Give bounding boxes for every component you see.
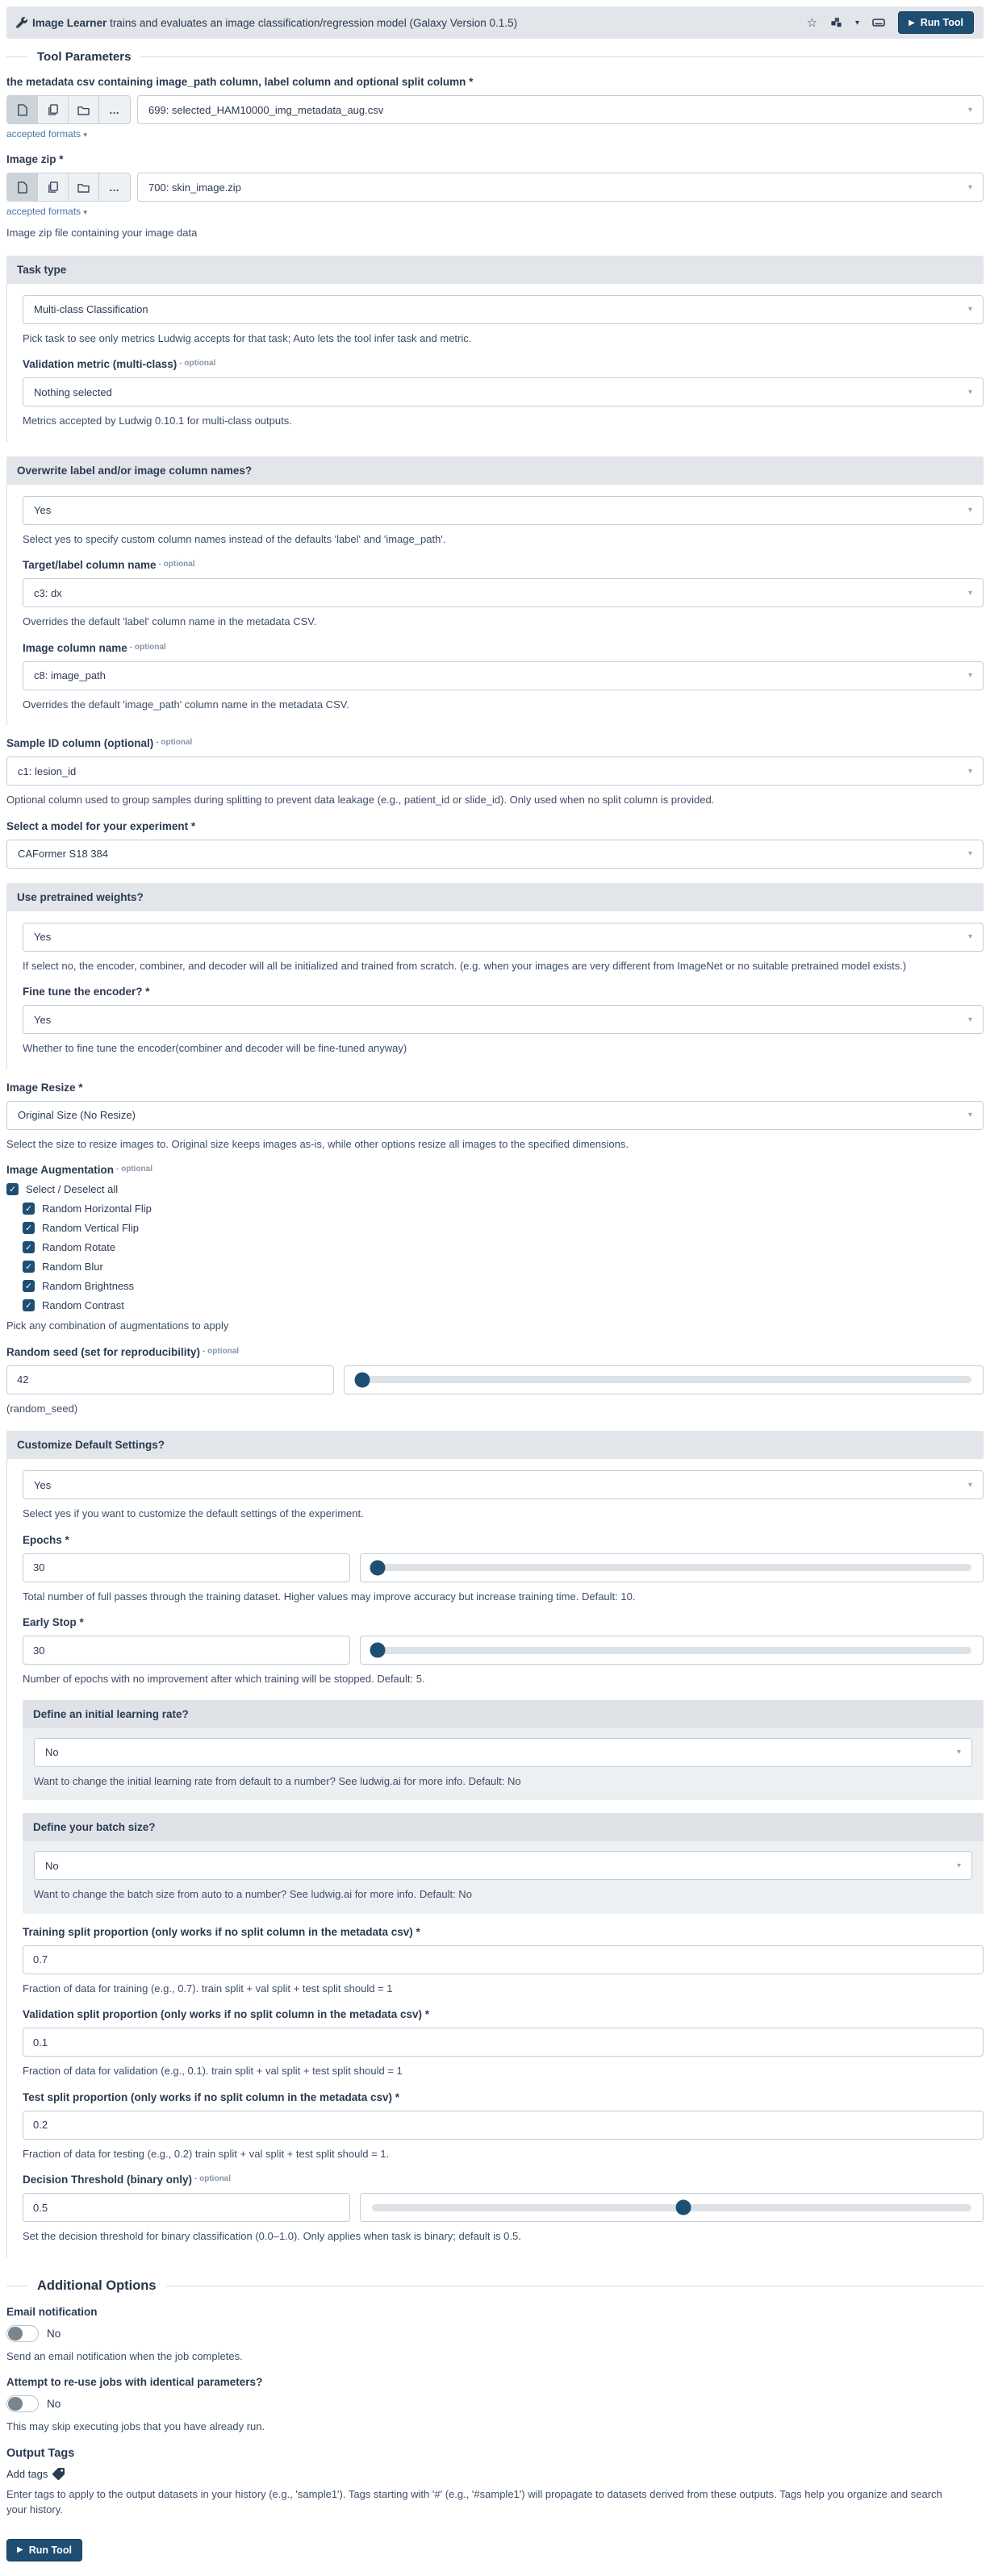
dataset-collection-button[interactable] bbox=[69, 96, 99, 123]
image-resize-label: Image Resize * bbox=[6, 1081, 83, 1094]
reuse-jobs-label: Attempt to re-use jobs with identical parameters? bbox=[6, 2376, 263, 2388]
test-split-help: Fraction of data for testing (e.g., 0.2) train split + val split + test split should = 1. bbox=[23, 2147, 390, 2160]
email-notification-toggle[interactable] bbox=[6, 2325, 39, 2342]
run-tool-button-bottom[interactable] bbox=[6, 2539, 82, 2561]
tool-parameters-title: Tool Parameters bbox=[37, 50, 132, 64]
task-type-value: Multi-class Classification bbox=[34, 303, 148, 315]
finetune-value: Yes bbox=[34, 1013, 52, 1026]
optional-badge: - optional bbox=[116, 1165, 153, 1173]
task-type-select[interactable] bbox=[23, 295, 984, 324]
accepted-formats-link-1[interactable]: accepted formats ▾ bbox=[6, 128, 87, 140]
image-zip-help: Image zip file containing your image data bbox=[6, 227, 198, 239]
threshold-input[interactable]: 0.5 bbox=[23, 2193, 350, 2222]
browse-datasets-button[interactable]: … bbox=[109, 181, 120, 194]
slider-thumb[interactable] bbox=[370, 1643, 386, 1658]
chevron-down-icon: ▾ bbox=[967, 1480, 972, 1490]
train-split-label: Training split proportion (only works if no split column in the metadata csv) * bbox=[23, 1925, 420, 1938]
optional-badge: - optional bbox=[203, 1346, 240, 1356]
val-split-help: Fraction of data for validation (e.g., 0.1). train split + val split + test split should = 1 bbox=[23, 2065, 403, 2077]
learning-rate-section bbox=[23, 1700, 984, 1801]
email-notification-help: Send an email notification when the job completes. bbox=[6, 2349, 243, 2362]
chevron-down-icon: ▾ bbox=[967, 671, 972, 680]
pretrained-weights-section bbox=[6, 883, 984, 1069]
augmentation-option-label: Random Blur bbox=[42, 1261, 103, 1273]
image-resize-help: Select the size to resize images to. Original size keeps images as-is, while other options resize all images to the specified dimensions. bbox=[6, 1137, 629, 1150]
slider-thumb[interactable] bbox=[676, 2200, 691, 2215]
sample-id-value: c1: lesion_id bbox=[18, 765, 77, 777]
optional-badge: - optional bbox=[194, 2174, 232, 2183]
add-tags-label: Add tags bbox=[6, 2467, 48, 2480]
play-icon: ▶ bbox=[17, 2545, 23, 2554]
slider-thumb[interactable] bbox=[354, 1372, 370, 1387]
validation-metric-value: Nothing selected bbox=[34, 386, 112, 398]
finetune-label: Fine tune the encoder? * bbox=[23, 986, 150, 998]
chevron-down-icon: ▾ bbox=[967, 932, 972, 941]
augmentation-option-label: Random Vertical Flip bbox=[42, 1222, 139, 1234]
brightness-checkbox[interactable]: ✓ bbox=[23, 1280, 35, 1292]
additional-options-heading bbox=[6, 2278, 984, 2294]
reuse-jobs-help: This may skip executing jobs that you have already run. bbox=[6, 2420, 265, 2432]
threshold-label: Decision Threshold (binary only) $^{- optional}$ bbox=[23, 2174, 232, 2186]
image-zip-label: Image zip * bbox=[6, 153, 64, 165]
target-column-help: Overrides the default 'label' column name in the metadata CSV. bbox=[23, 615, 317, 627]
epochs-slider[interactable] bbox=[360, 1553, 984, 1582]
image-zip-select[interactable] bbox=[137, 173, 984, 202]
metadata-csv-value: 699: selected_HAM10000_img_metadata_aug.csv bbox=[148, 103, 384, 116]
epochs-help: Total number of full passes through the training dataset. Higher values may improve accuracy but increase training time. Default: 10. bbox=[23, 1590, 636, 1603]
email-notification-row bbox=[6, 2325, 984, 2342]
pretrained-weights-section-title: Use pretrained weights? bbox=[6, 883, 984, 911]
image-resize-value: Original Size (No Resize) bbox=[18, 1109, 136, 1121]
validation-metric-select[interactable] bbox=[23, 377, 984, 406]
single-dataset-button[interactable] bbox=[7, 173, 38, 201]
augmentation-option-row bbox=[23, 1222, 984, 1234]
early-stop-help: Number of epochs with no improvement after which training will be stopped. Default: 5. bbox=[23, 1673, 425, 1685]
task-type-help: Pick task to see only metrics Ludwig accepts for that task; Auto lets the tool infer task and metric. bbox=[23, 331, 472, 344]
reuse-toggle-state: No bbox=[47, 2398, 61, 2410]
vertical-flip-checkbox[interactable]: ✓ bbox=[23, 1222, 35, 1234]
image-column-select[interactable] bbox=[23, 661, 984, 690]
early-stop-field bbox=[23, 1636, 984, 1665]
favorite-star-icon[interactable]: ☆ bbox=[806, 16, 818, 30]
chevron-down-icon: ▾ bbox=[967, 182, 972, 192]
output-tags-help: Enter tags to apply to the output datasets in your history (e.g., 'sample1'). Tags starting with '#' (e.g., '#sample1') will propagate to datasets derived from these outputs. Tags help you organize and search your history. bbox=[6, 2487, 942, 2516]
optional-badge: - optional bbox=[158, 560, 195, 569]
select-all-label: Select / Deselect all bbox=[26, 1183, 119, 1195]
run-tool-label: Run Tool bbox=[28, 2544, 72, 2556]
overwrite-columns-select[interactable] bbox=[23, 496, 984, 525]
wrench-icon bbox=[16, 17, 27, 28]
horizontal-flip-checkbox[interactable]: ✓ bbox=[23, 1203, 35, 1215]
batch-size-select[interactable] bbox=[34, 1851, 972, 1880]
epochs-label: Epochs * bbox=[23, 1533, 69, 1546]
chevron-down-icon: ▾ bbox=[967, 506, 972, 515]
early-stop-label: Early Stop * bbox=[23, 1616, 84, 1628]
image-zip-value: 700: skin_image.zip bbox=[148, 181, 241, 194]
pretrained-weights-help: If select no, the encoder, combiner, and decoder will all be initialized and trained from scratch. (e.g. when your images are very different from ImageNet or no suitable pretrained model exists.) bbox=[23, 959, 907, 972]
multiple-datasets-button[interactable] bbox=[38, 173, 69, 201]
pretrained-weights-select[interactable] bbox=[23, 923, 984, 952]
rotate-checkbox[interactable]: ✓ bbox=[23, 1241, 35, 1253]
run-tool-button-top[interactable] bbox=[898, 11, 974, 34]
tool-title bbox=[32, 17, 517, 29]
augmentation-help: Pick any combination of augmentations to apply bbox=[6, 1319, 229, 1332]
tag-icon bbox=[52, 2468, 65, 2480]
overwrite-columns-section bbox=[6, 456, 984, 726]
image-column-value: c8: image_path bbox=[34, 669, 106, 682]
chevron-down-icon: ▾ bbox=[967, 1111, 972, 1119]
overwrite-columns-value: Yes bbox=[34, 504, 52, 516]
threshold-field bbox=[23, 2193, 984, 2222]
batch-size-section bbox=[23, 1813, 984, 1914]
toggle-knob bbox=[8, 2327, 23, 2340]
learning-rate-value: No bbox=[45, 1746, 59, 1758]
optional-badge: - optional bbox=[129, 642, 166, 652]
customize-settings-value: Yes bbox=[34, 1478, 52, 1491]
random-seed-help: (random_seed) bbox=[6, 1402, 78, 1415]
augmentation-select-all-row bbox=[6, 1183, 984, 1195]
threshold-help: Set the decision threshold for binary classification (0.0–1.0). Only applies when task is binary; default is 0.5. bbox=[23, 2230, 521, 2242]
chevron-down-icon: ▾ bbox=[956, 1748, 961, 1757]
target-column-label: Target/label column name $^{- optional}$ bbox=[23, 559, 195, 571]
image-zip-field bbox=[6, 173, 984, 202]
model-value: CAFormer S18 384 bbox=[18, 848, 108, 860]
options-caret-icon[interactable]: ▾ bbox=[855, 18, 860, 27]
customize-settings-select[interactable] bbox=[23, 1470, 984, 1499]
test-split-input[interactable]: 0.2 bbox=[23, 2111, 984, 2140]
contrast-checkbox[interactable]: ✓ bbox=[23, 1299, 35, 1311]
augmentation-option-row bbox=[23, 1299, 984, 1311]
email-notification-label: Email notification bbox=[6, 2305, 98, 2318]
validation-metric-help: Metrics accepted by Ludwig 0.10.1 for multi-class outputs. bbox=[23, 415, 292, 427]
learning-rate-section-title: Define an initial learning rate? bbox=[23, 1700, 984, 1728]
random-seed-slider[interactable] bbox=[344, 1365, 984, 1394]
finetune-select[interactable] bbox=[23, 1005, 984, 1034]
versions-icon[interactable] bbox=[830, 17, 842, 28]
augmentation-option-label: Random Contrast bbox=[42, 1299, 124, 1311]
early-stop-slider[interactable] bbox=[360, 1636, 984, 1665]
overwrite-columns-help: Select yes to specify custom column names instead of the defaults 'label' and 'image_path'. bbox=[23, 532, 446, 545]
optional-badge: - optional bbox=[179, 359, 216, 368]
overwrite-columns-section-title: Overwrite label and/or image column names? bbox=[6, 456, 984, 485]
train-split-input[interactable]: 0.7 bbox=[23, 1945, 984, 1974]
tool-parameters-heading bbox=[6, 50, 984, 64]
add-tags-control[interactable] bbox=[6, 2468, 984, 2480]
chevron-down-icon: ▾ bbox=[956, 1861, 961, 1870]
chevron-down-icon: ▾ bbox=[967, 588, 972, 598]
augmentation-option-label: Random Rotate bbox=[42, 1241, 116, 1253]
validation-metric-label: Validation metric (multi-class) $^{- optional}$ bbox=[23, 358, 216, 370]
epochs-input[interactable]: 30 bbox=[23, 1553, 350, 1582]
sample-id-select[interactable] bbox=[6, 757, 984, 786]
optional-badge: - optional bbox=[156, 738, 193, 747]
threshold-slider[interactable] bbox=[360, 2193, 984, 2222]
model-select[interactable] bbox=[6, 840, 984, 869]
pretrained-weights-value: Yes bbox=[34, 931, 52, 943]
tool-header bbox=[6, 6, 984, 39]
augmentation-option-row bbox=[23, 1203, 984, 1215]
customize-settings-section-title: Customize Default Settings? bbox=[6, 1431, 984, 1459]
batch-size-section-title: Define your batch size? bbox=[23, 1813, 984, 1841]
run-tool-label: Run Tool bbox=[920, 17, 963, 28]
metadata-csv-select[interactable] bbox=[137, 95, 984, 124]
tool-name: Image Learner bbox=[32, 16, 107, 29]
chevron-down-icon: ▾ bbox=[967, 1015, 972, 1024]
image-resize-select[interactable] bbox=[6, 1101, 984, 1130]
train-split-help: Fraction of data for training (e.g., 0.7). train split + val split + test split should = 1 bbox=[23, 1982, 393, 1995]
test-split-label: Test split proportion (only works if no split column in the metadata csv) * bbox=[23, 2090, 400, 2103]
reuse-jobs-toggle[interactable] bbox=[6, 2395, 39, 2412]
image-column-help: Overrides the default 'image_path' column name in the metadata CSV. bbox=[23, 698, 349, 711]
augmentation-label: Image Augmentation $^{- optional}$ bbox=[6, 1164, 153, 1176]
task-type-section bbox=[6, 256, 984, 442]
dataset-picker-group bbox=[6, 95, 131, 124]
email-toggle-state: No bbox=[47, 2327, 61, 2340]
learning-rate-help: Want to change the initial learning rate from default to a number? See ludwig.ai for more info. Default: No bbox=[34, 1774, 521, 1787]
learning-rate-select[interactable] bbox=[34, 1738, 972, 1767]
sample-id-help: Optional column used to group samples during splitting to prevent data leakage (e.g., patient_id or slide_id). Only used when no split column is provided. bbox=[6, 794, 715, 806]
model-label: Select a model for your experiment * bbox=[6, 819, 196, 832]
augmentation-option-label: Random Horizontal Flip bbox=[42, 1203, 152, 1215]
customize-settings-section bbox=[6, 1431, 984, 2257]
blur-checkbox[interactable]: ✓ bbox=[23, 1261, 35, 1273]
batch-size-value: No bbox=[45, 1859, 59, 1872]
random-seed-field bbox=[6, 1365, 984, 1394]
chevron-down-icon: ▾ bbox=[967, 387, 972, 397]
batch-size-help: Want to change the batch size from auto to a number? See ludwig.ai for more info. Default: No bbox=[34, 1888, 472, 1900]
val-split-label: Validation split proportion (only works if no split column in the metadata csv) * bbox=[23, 2008, 430, 2020]
target-column-value: c3: dx bbox=[34, 586, 62, 599]
augmentation-option-row bbox=[23, 1241, 984, 1253]
metadata-csv-label: the metadata csv containing image_path column, label column and optional split column * bbox=[6, 76, 474, 88]
select-all-checkbox[interactable]: ✓ bbox=[6, 1183, 19, 1195]
accepted-formats-link-2[interactable]: accepted formats ▾ bbox=[6, 206, 87, 217]
augmentation-option-label: Random Brightness bbox=[42, 1280, 135, 1292]
dataset-picker-group bbox=[6, 173, 131, 202]
random-seed-label: Random seed (set for reproducibility) $^{- optional}$ bbox=[6, 1345, 240, 1358]
reuse-jobs-row bbox=[6, 2395, 984, 2412]
multiple-datasets-button[interactable] bbox=[38, 96, 69, 123]
task-type-section-title: Task type bbox=[6, 256, 984, 284]
chevron-down-icon: ▾ bbox=[967, 305, 972, 314]
storage-icon[interactable] bbox=[872, 17, 885, 28]
finetune-help: Whether to fine tune the encoder(combiner and decoder will be fine-tuned anyway) bbox=[23, 1042, 407, 1054]
slider-thumb[interactable] bbox=[370, 1560, 386, 1575]
sample-id-label: Sample ID column (optional) $^{- optional}$ bbox=[6, 737, 193, 749]
epochs-field bbox=[23, 1553, 984, 1582]
output-tags-label: Output Tags bbox=[6, 2446, 75, 2460]
additional-options-title: Additional Options bbox=[37, 2278, 157, 2293]
val-split-input[interactable]: 0.1 bbox=[23, 2028, 984, 2057]
tool-description: trains and evaluates an image classification/regression model (Galaxy Version 0.1.5) bbox=[110, 16, 518, 29]
toggle-knob bbox=[8, 2397, 23, 2411]
browse-datasets-button[interactable]: … bbox=[109, 103, 120, 116]
play-icon: ▶ bbox=[909, 18, 915, 27]
customize-settings-help: Select yes if you want to customize the default settings of the experiment. bbox=[23, 1507, 364, 1519]
augmentation-option-row bbox=[23, 1261, 984, 1273]
image-column-label: Image column name $^{- optional}$ bbox=[23, 641, 166, 654]
random-seed-input[interactable]: 42 bbox=[6, 1365, 334, 1394]
dataset-collection-button[interactable] bbox=[69, 173, 99, 201]
chevron-down-icon: ▾ bbox=[967, 105, 972, 115]
chevron-down-icon: ▾ bbox=[967, 766, 972, 776]
target-column-select[interactable] bbox=[23, 578, 984, 607]
early-stop-input[interactable]: 30 bbox=[23, 1636, 350, 1665]
chevron-down-icon: ▾ bbox=[967, 849, 972, 858]
single-dataset-button[interactable] bbox=[7, 96, 38, 123]
augmentation-option-row bbox=[23, 1280, 984, 1292]
metadata-csv-field bbox=[6, 95, 984, 124]
